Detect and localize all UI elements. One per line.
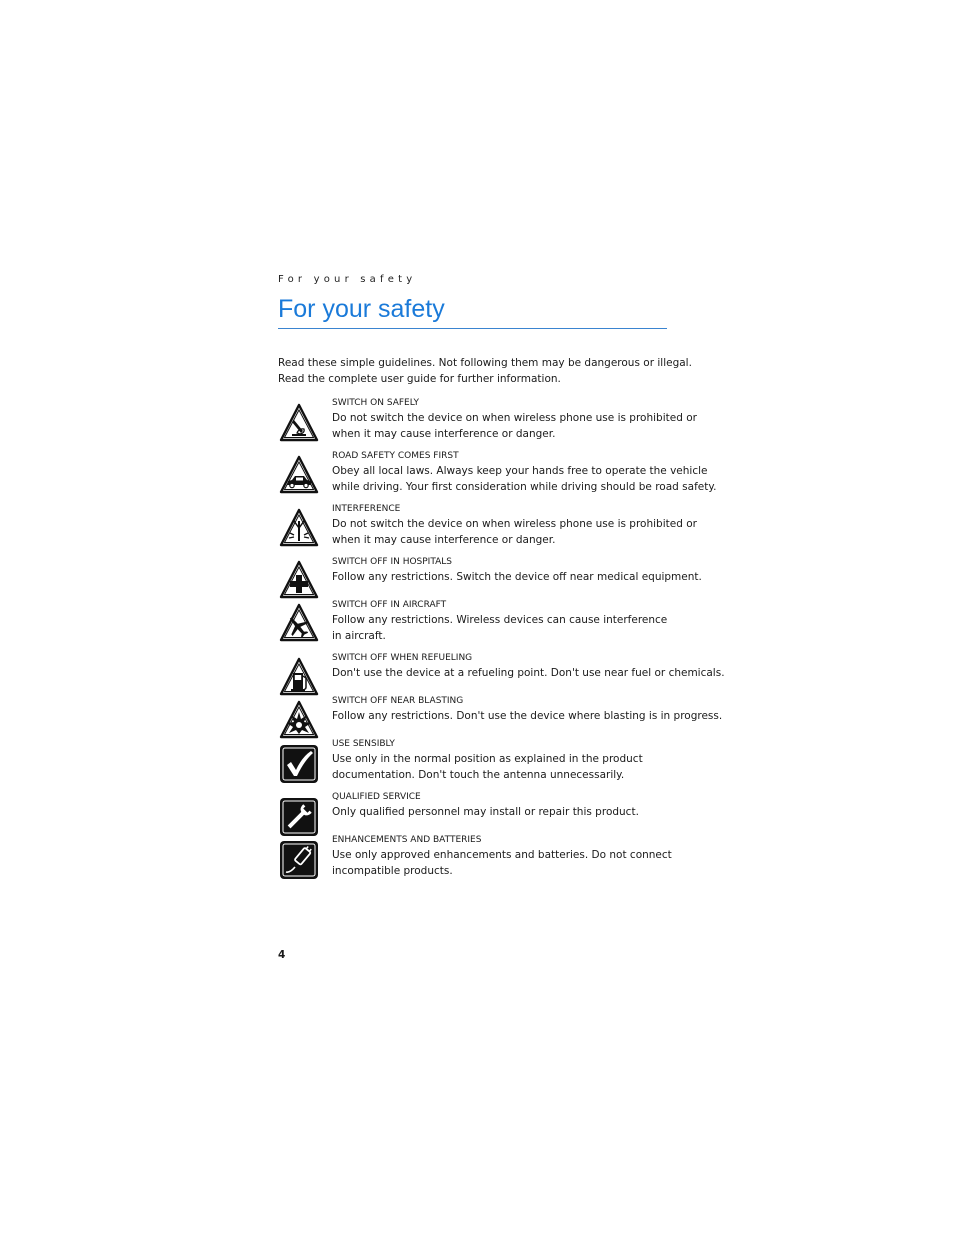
item-body <box>332 612 677 644</box>
item-body-line: Follow any restrictions. Wireless devices can cause interference <box>332 614 668 626</box>
item-body-line: Follow any restrictions. Don't use the device where blasting is in progress. <box>332 710 723 722</box>
item-body-line: when it may cause interference or danger. <box>332 428 556 440</box>
item-heading: USE SENSIBLY <box>332 739 395 749</box>
item-body-line: Do not switch the device on when wireless phone use is prohibited or <box>332 412 697 424</box>
item-body-line: Obey all local laws. Always keep your hands free to operate the vehicle <box>332 465 708 477</box>
aircraft-icon <box>278 602 320 644</box>
title-rule <box>278 328 667 329</box>
item-heading: SWITCH ON SAFELY <box>332 398 420 408</box>
item-heading: SWITCH OFF IN HOSPITALS <box>332 557 453 567</box>
running-head: For your safety <box>278 274 417 285</box>
hospital-icon <box>278 559 320 601</box>
item-body-line: Follow any restrictions. Switch the device off near medical equipment. <box>332 571 702 583</box>
intro-line: Read the complete user guide for further information. <box>278 373 561 385</box>
page-title: For your safety <box>278 295 445 323</box>
item-heading: QUALIFIED SERVICE <box>332 792 421 802</box>
item-heading: ENHANCEMENTS AND BATTERIES <box>332 835 482 845</box>
enhancements-icon <box>278 839 320 881</box>
item-heading: SWITCH OFF IN AIRCRAFT <box>332 600 447 610</box>
use-sensibly-icon <box>278 743 320 785</box>
interference-icon <box>278 507 320 549</box>
switch-on-safely-icon <box>278 402 320 444</box>
item-body <box>332 708 723 724</box>
item-body-line: in aircraft. <box>332 630 386 642</box>
item-heading: INTERFERENCE <box>332 504 401 514</box>
item-body <box>332 751 677 783</box>
item-body <box>332 516 697 548</box>
item-body <box>332 847 677 879</box>
item-body <box>332 804 677 820</box>
item-body <box>332 463 717 495</box>
item-body-line: Do not switch the device on when wireless phone use is prohibited or <box>332 518 697 530</box>
item-body-line: Only qualified personnel may install or repair this product. <box>332 806 639 818</box>
intro-line: Read these simple guidelines. Not following them may be dangerous or illegal. <box>278 357 692 369</box>
item-heading: ROAD SAFETY COMES FIRST <box>332 451 459 461</box>
item-body <box>332 410 697 442</box>
item-body-line: while driving. Your first consideration while driving should be road safety. <box>332 481 717 493</box>
road-safety-icon <box>278 454 320 496</box>
refueling-icon <box>278 656 320 698</box>
page-number: 4 <box>278 949 286 961</box>
item-body-line: Use only approved enhancements and batteries. Do not connect <box>332 849 672 861</box>
item-body <box>332 569 702 585</box>
intro-text <box>278 355 692 387</box>
item-body-line: Use only in the normal position as explained in the product <box>332 753 643 765</box>
item-body-line: Don't use the device at a refueling point. Don't use near fuel or chemicals. <box>332 667 725 679</box>
item-heading: SWITCH OFF NEAR BLASTING <box>332 696 464 706</box>
item-body-line: when it may cause interference or danger. <box>332 534 556 546</box>
item-heading: SWITCH OFF WHEN REFUELING <box>332 653 473 663</box>
blasting-icon <box>278 699 320 741</box>
item-body-line: incompatible products. <box>332 865 453 877</box>
qualified-service-icon <box>278 796 320 838</box>
item-body <box>332 665 725 681</box>
item-body-line: documentation. Don't touch the antenna unnecessarily. <box>332 769 625 781</box>
